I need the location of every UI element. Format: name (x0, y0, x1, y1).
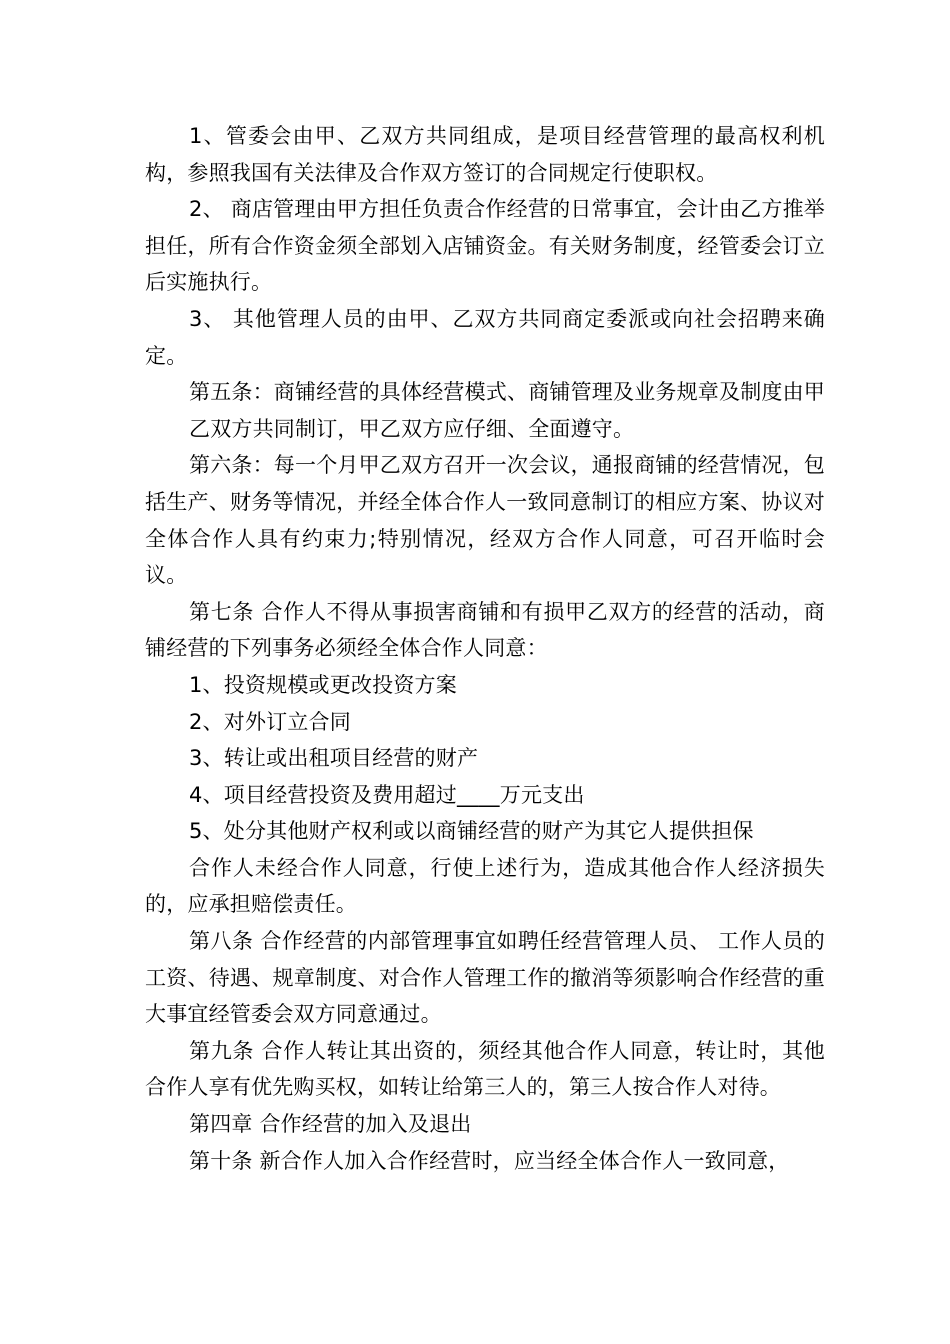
document-body (145, 118, 825, 1179)
paragraph-article-6: 第六条：每一个月甲乙双方召开一次会议，通报商铺的经营情况，包括生产、财务等情况，并经全体合作人一致同意制订的相应方案、协议对全体合作人具有约束力;特别情况，经双方合作人同意，可召开临时会议。 (145, 453, 825, 588)
list-item-2: 2、对外订立合同 (189, 709, 351, 734)
paragraph-article-5: 第五条：商铺经营的具体经营模式、商铺管理及业务规章及制度由甲乙双方共同制订，甲乙双方应仔细、全面遵守。 (189, 380, 825, 441)
paragraph-article-7: 第七条 合作人不得从事损害商铺和有损甲乙双方的经营的活动，商铺经营的下列事务必须经全体合作人同意： (145, 599, 825, 661)
list-item-4: 4、项目经营投资及费用超过____万元支出 (189, 782, 585, 807)
chapter-heading-4: 第四章 合作经营的加入及退出 (189, 1112, 472, 1137)
paragraph-liability: 合作人未经合作人同意，行使上述行为，造成其他合作人经济损失的，应承担赔偿责任。 (145, 855, 825, 917)
paragraph-3: 3、 其他管理人员的由甲、乙双方共同商定委派或向社会招聘来确定。 (145, 306, 825, 368)
list-item-3: 3、转让或出租项目经营的财产 (189, 746, 479, 771)
paragraph-1: 1、管委会由甲、乙双方共同组成，是项目经营管理的最高权利机构，参照我国有关法律及合作双方签订的合同规定行使职权。 (145, 124, 825, 185)
paragraph-article-9: 第九条 合作人转让其出资的，须经其他合作人同意，转让时，其他合作人享有优先购买权，如转让给第三人的，第三人按合作人对待。 (145, 1038, 825, 1100)
paragraph-article-8: 第八条 合作经营的内部管理事宜如聘任经营管理人员、 工作人员的工资、待遇、规章制度、对合作人管理工作的撤消等须影响合作经营的重大事宜经管委会双方同意通过。 (145, 929, 825, 1027)
list-item-5: 5、处分其他财产权利或以商铺经营的财产为其它人提供担保 (189, 819, 754, 844)
paragraph-2: 2、 商店管理由甲方担任负责合作经营的日常事宜，会计由乙方推举担任，所有合作资金须全部划入店铺资金。有关财务制度，经管委会订立后实施执行。 (145, 197, 825, 295)
paragraph-article-10: 第十条 新合作人加入合作经营时，应当经全体合作人一致同意， (189, 1148, 790, 1173)
list-item-1: 1、投资规模或更改投资方案 (189, 672, 457, 697)
